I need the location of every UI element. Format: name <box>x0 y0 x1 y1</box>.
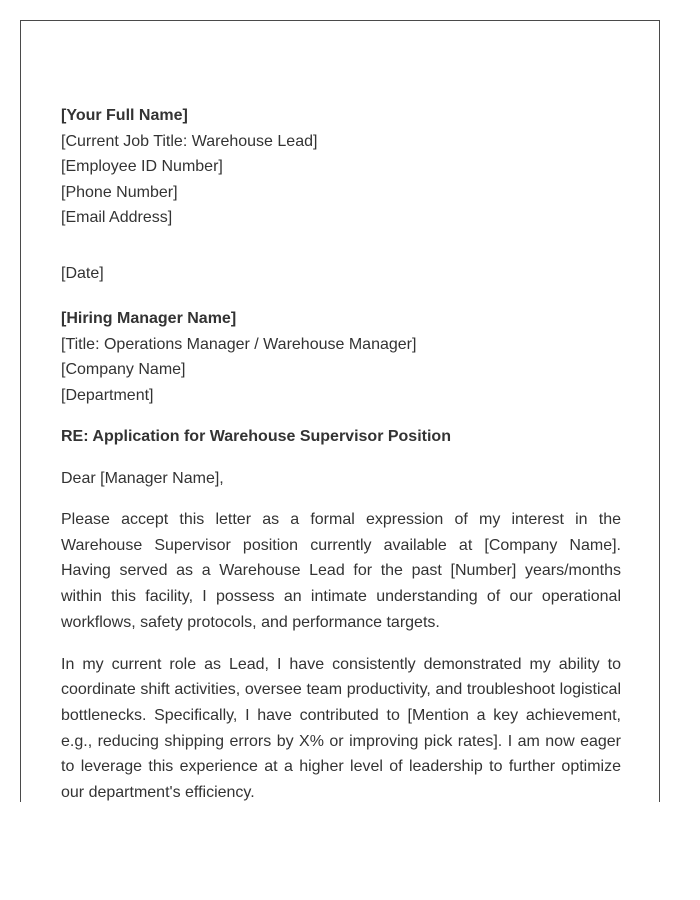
sender-employee-id: [Employee ID Number] <box>61 158 223 175</box>
sender-email: [Email Address] <box>61 209 173 226</box>
body-paragraph-2: In my current role as Lead, I have consistently demonstrated my ability to coordinate shift activities, oversee team productivity, and troubleshoot logistical bottlenecks. Specifically, I have contributed to [Mention a key achievement, e.g., reducing shipping errors by X% or improving pick rates]. I am now eager to leverage this experience at a higher level of leadership to further optimize our department's efficiency. <box>61 655 621 802</box>
letter-subject: RE: Application for Warehouse Supervisor Position <box>61 428 451 445</box>
sender-phone: [Phone Number] <box>61 183 178 201</box>
recipient-company: [Company Name] <box>61 361 186 378</box>
letter-date: [Date] <box>61 264 104 282</box>
letter-page <box>20 20 660 802</box>
sender-job-title: [Current Job Title: Warehouse Lead] <box>61 132 318 150</box>
recipient-name: [Hiring Manager Name] <box>61 310 237 327</box>
recipient-title: [Title: Operations Manager / Warehouse Manager] <box>61 335 417 353</box>
letter-salutation: Dear [Manager Name], <box>61 469 224 487</box>
recipient-block <box>61 306 621 408</box>
body-paragraph-1: Please accept this letter as a formal expression of my interest in the Warehouse Supervisor position currently available at [Company Name]. Having served as a Warehouse Lead for the past [Number] years/months within this facility, I possess an intimate understanding of our operational workflows, safety protocols, and performance targets. <box>61 511 621 631</box>
sender-block <box>61 103 621 231</box>
recipient-department: [Department] <box>61 386 154 404</box>
sender-name: [Your Full Name] <box>61 107 188 124</box>
date-block <box>61 261 621 287</box>
letter-content <box>61 103 621 802</box>
